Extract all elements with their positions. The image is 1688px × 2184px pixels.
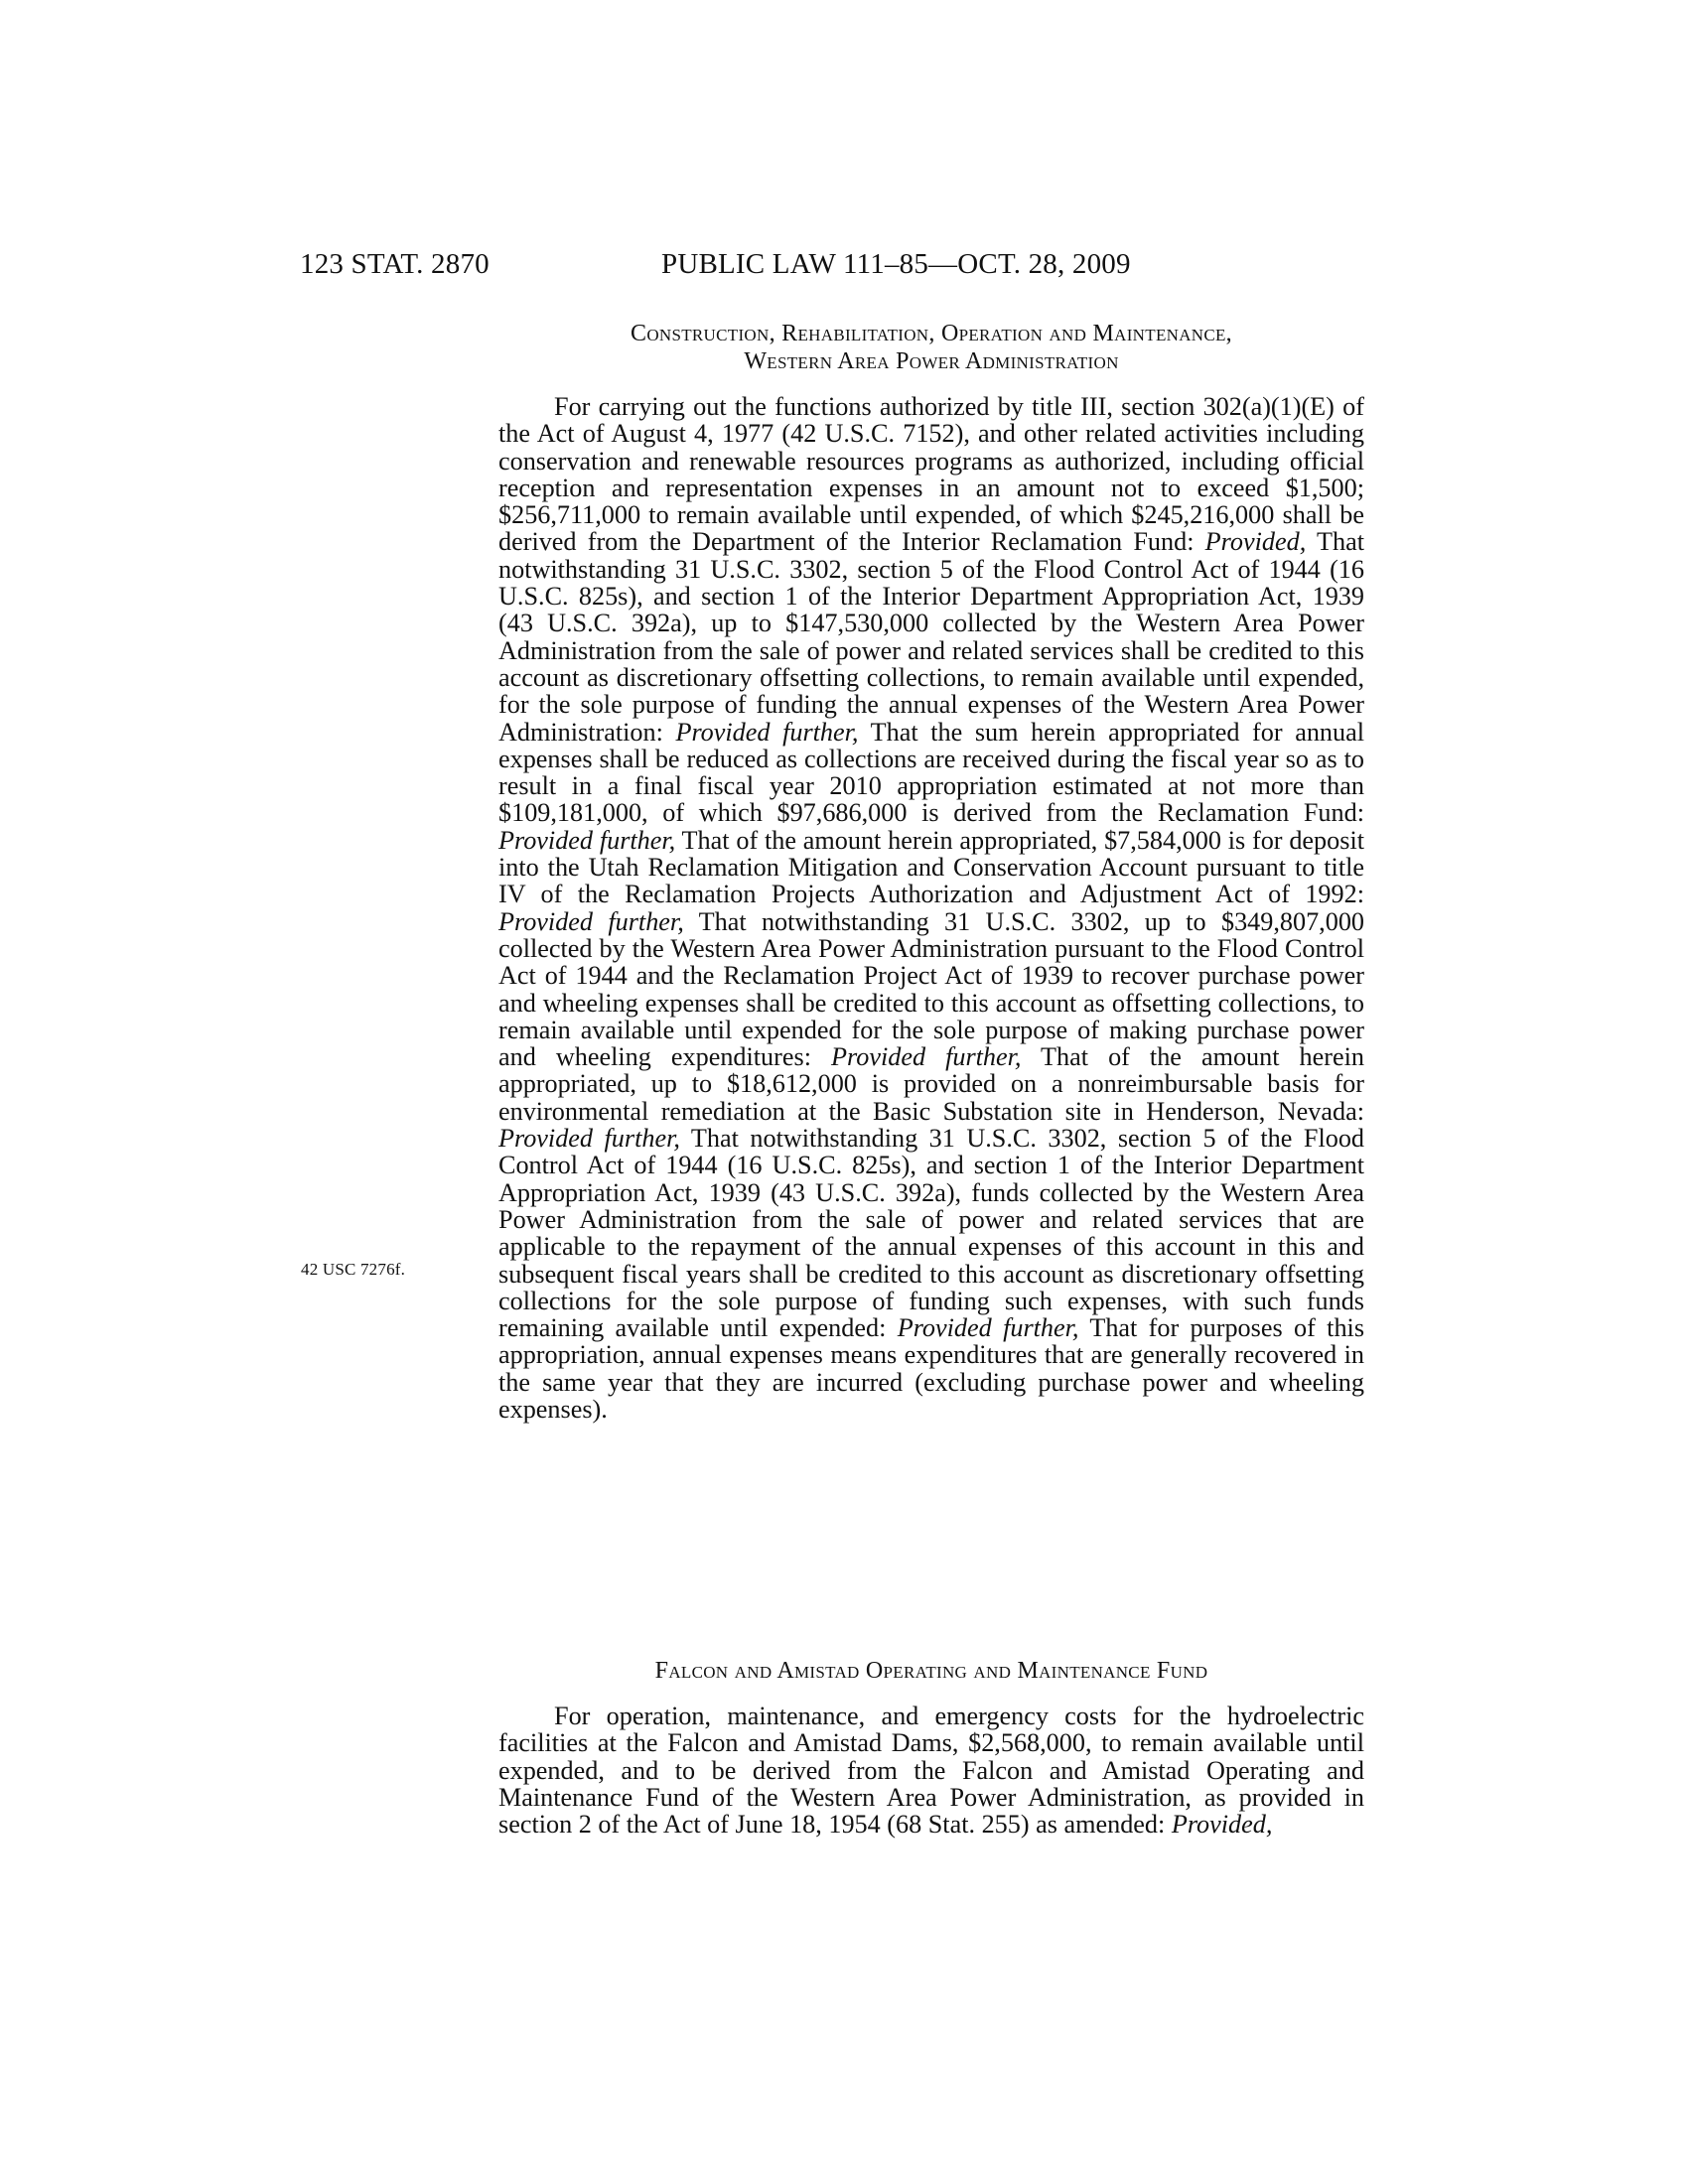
falcon-amistad-paragraph <box>498 1703 1364 1838</box>
italic-proviso: Provided further, <box>498 825 676 855</box>
stat-citation: 123 STAT. 2870 <box>300 248 490 280</box>
public-law-citation: PUBLIC LAW 111–85—OCT. 28, 2009 <box>661 248 1131 280</box>
italic-proviso: Provided, <box>1171 1810 1273 1840</box>
text-run: That notwithstanding 31 U.S.C. 3302, up to $349,807,000 collected by the Western Area Power Administration pursuant to the Flood Control Act of 1944 and the Reclamation Project Act of 1939 to recover purchase power and wheeling expenses shall be credited to this account as offsetting collections, to remain available until expended for the sole purpose of making purchase power and wheeling expenditures: <box>498 906 1365 1072</box>
section-heading-falcon-amistad <box>498 1657 1364 1685</box>
italic-proviso: Provided further, <box>498 1124 680 1154</box>
text-run: That notwithstanding 31 U.S.C. 3302, section 5 of the Flood Control Act of 1944 (16 U.S.C. 825s), and section 1 of the Interior Department Appropriation Act, 1939 (43 U.S.C. 392a), up to $147,530,000 collected by the Western Area Power Administration from the sale of power and related services shall be credited to this account as discretionary offsetting collections, to remain available until expended, for the sole purpose of funding the annual expenses of the Western Area Power Administration: <box>498 527 1364 747</box>
text-run: That for purposes of this appropriation, annual expenses means expenditures that are generally recovered in the same year that they are incurred (excluding purchase power and wheeling expenses). <box>498 1313 1365 1424</box>
text-run: For operation, maintenance, and emergency costs for the hydroelectric facilities at the Falcon and Amistad Dams, $2,568,000, to remain available until expended, and to be derived from the Falcon and Amistad Operating and Maintenance Fund of the Western Area Power Administration, as provided in section 2 of the Act of June 18, 1954 (68 Stat. 255) as amended: <box>498 1702 1364 1840</box>
italic-proviso: Provided further, <box>498 906 684 936</box>
section-heading-line: Falcon and Amistad Operating and Maintenance Fund <box>654 1658 1208 1684</box>
text-run: That the sum herein appropriated for annual expenses shall be reduced as collections are received during the fiscal year so as to result in a final fiscal year 2010 appropriation estimated at not more than $109,181,000, of which $97,686,000 is derived from the Reclamation Fund: <box>498 717 1365 828</box>
italic-proviso: Provided, <box>1204 527 1307 557</box>
italic-proviso: Provided further, <box>831 1042 1022 1072</box>
italic-proviso: Provided further, <box>675 717 859 747</box>
section-heading-line-2: Western Area Power Administration <box>744 348 1119 374</box>
western-area-paragraph <box>498 393 1364 1423</box>
text-run: For carrying out the functions authorized by title III, section 302(a)(1)(E) of the Act of August 4, 1977 (42 U.S.C. 7152), and other related activities including conservation and renewable resources programs as authorized, including official reception and representation expenses in an amount not to exceed $1,500; $256,711,000 to remain available until expended, of which $245,216,000 shall be derived from the Department of the Interior Reclamation Fund: <box>498 392 1364 557</box>
section-heading-line-1: Construction, Rehabilitation, Operation and Maintenance, <box>631 321 1232 346</box>
section-heading-western-area <box>498 320 1364 375</box>
italic-proviso: Provided further, <box>897 1313 1079 1343</box>
text-run: That notwithstanding 31 U.S.C. 3302, section 5 of the Flood Control Act of 1944 (16 U.S.C. 825s), and section 1 of the Interior Department Appropriation Act, 1939 (43 U.S.C. 392a), funds collected by the Western Area Power Administration from the sale of power and related services that are applicable to the repayment of the annual expenses of this account in this and subsequent fiscal years shall be credited to this account as discretionary offsetting collections for the sole purpose of funding such expenses, with such funds remaining available until expended: <box>498 1124 1365 1343</box>
text-run: That of the amount herein appropriated, up to $18,612,000 is provided on a nonreimbursable basis for environmental remediation at the Basic Substation site in Henderson, Nevada: <box>498 1042 1364 1126</box>
margin-note-usc-citation: 42 USC 7276f. <box>301 1260 406 1279</box>
text-run: That of the amount herein appropriated, $7,584,000 is for deposit into the Utah Reclamation Mitigation and Conservation Account pursuant to title IV of the Reclamation Projects Authorization and Adjustment Act of 1992: <box>498 825 1364 909</box>
